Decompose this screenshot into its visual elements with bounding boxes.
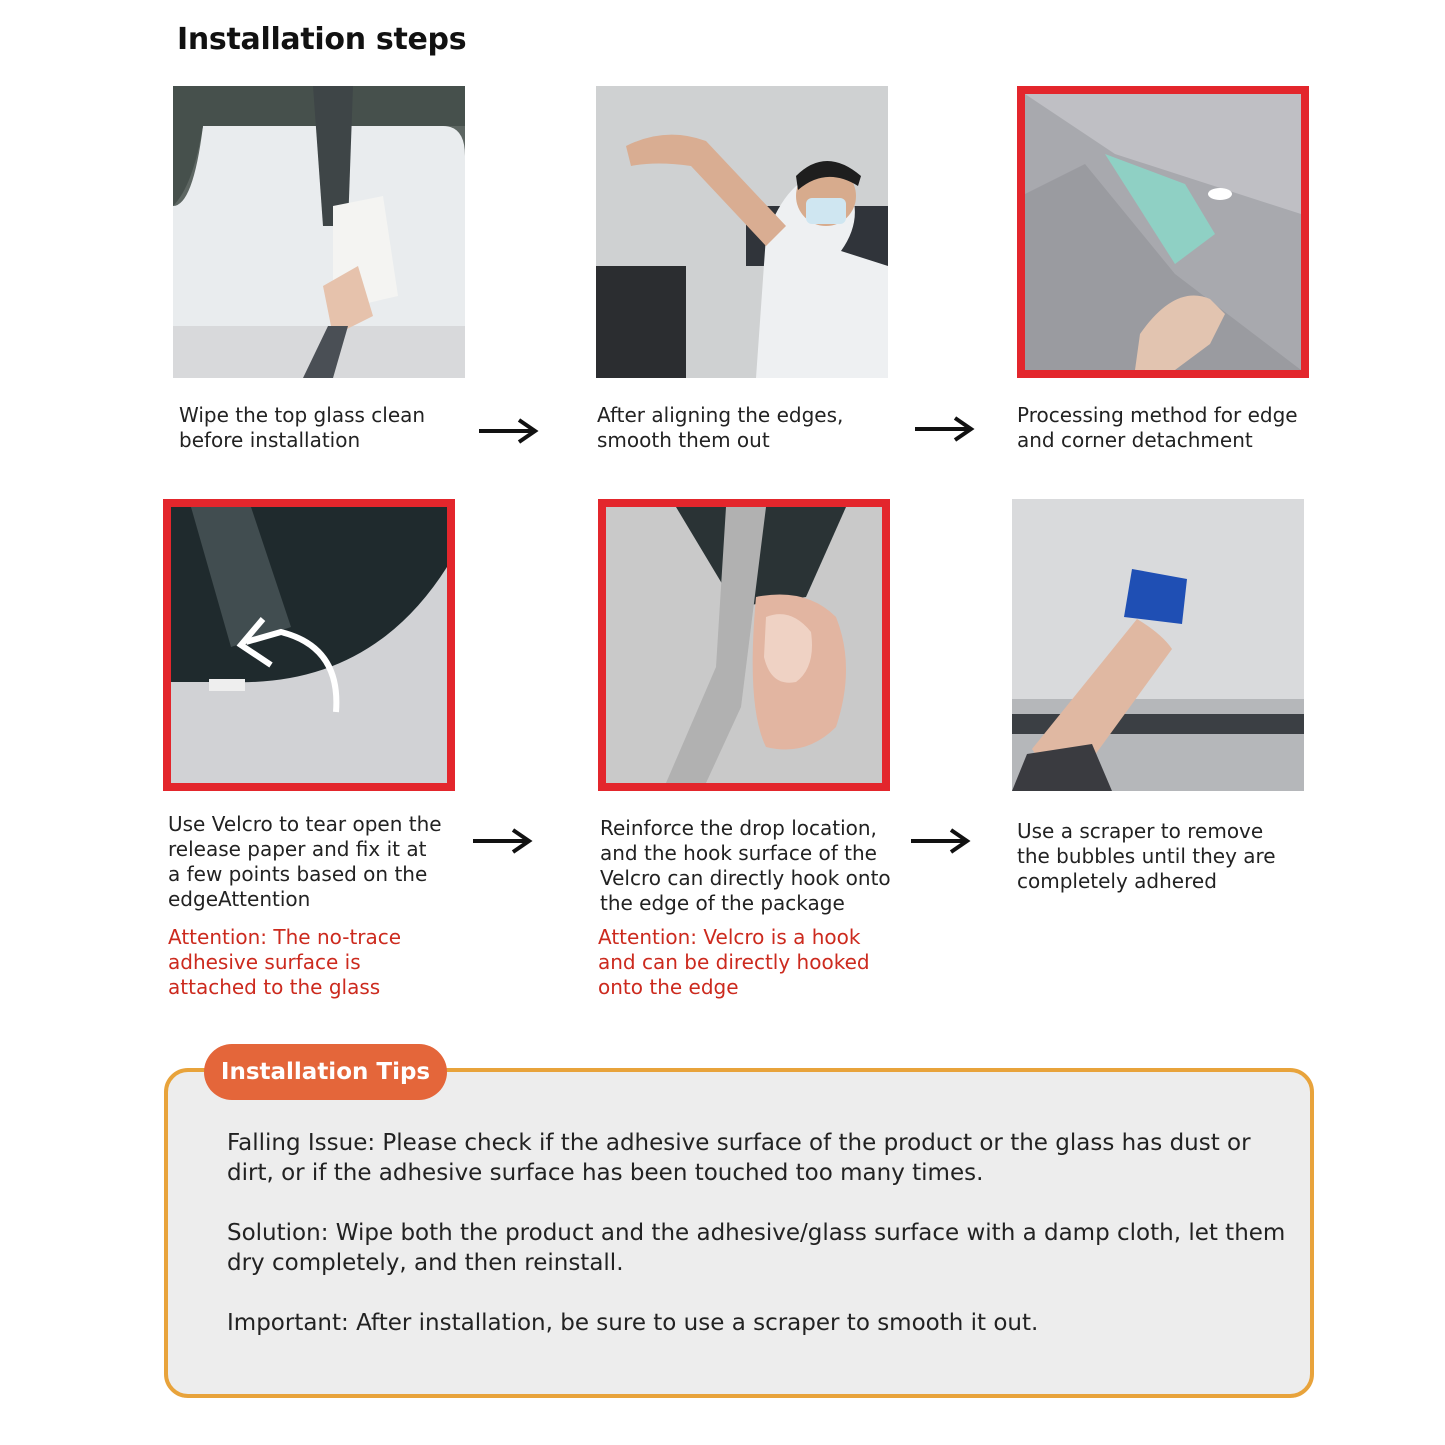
step-5-caption: Reinforce the drop location, and the hook surface of the Velcro can directly hook onto the edge of the package [600,816,891,915]
step-3-photo [1017,86,1309,378]
step-5-attention: Attention: Velcro is a hook and can be directly hooked onto the edge [598,925,870,999]
step-4-photo [163,499,455,791]
tips-heading: Installation Tips [204,1044,447,1100]
page-title: Installation steps [177,22,467,57]
arrow-right-icon [471,826,533,856]
step-4-attention: Attention: The no-trace adhesive surface is attached to the glass [168,925,402,999]
tip-important: Important: After installation, be sure to use a scraper to smooth it out. [227,1310,1039,1336]
step-1-photo [173,86,465,378]
arrow-right-icon [913,414,975,444]
step-2-caption: After aligning the edges, smooth them out [597,403,844,452]
tip-falling-issue: Falling Issue: Please check if the adhesive surface of the product or the glass has dust or dirt, or if the adhesive surface has been touched too many times. [227,1130,1251,1186]
step-6-photo [1012,499,1304,791]
step-2-photo [596,86,888,378]
step-3-caption: Processing method for edge and corner detachment [1017,403,1298,452]
step-6-caption: Use a scraper to remove the bubbles until they are completely adhered [1017,819,1276,893]
arrow-right-icon [909,826,971,856]
step-5-photo [598,499,890,791]
tip-solution: Solution: Wipe both the product and the adhesive/glass surface with a damp cloth, let them dry completely, and then reinstall. [227,1220,1286,1276]
arrow-right-icon [477,416,539,446]
step-4-caption: Use Velcro to tear open the release paper and fix it at a few points based on the edgeAttention [168,812,442,911]
step-1-caption: Wipe the top glass clean before installation [179,403,426,452]
